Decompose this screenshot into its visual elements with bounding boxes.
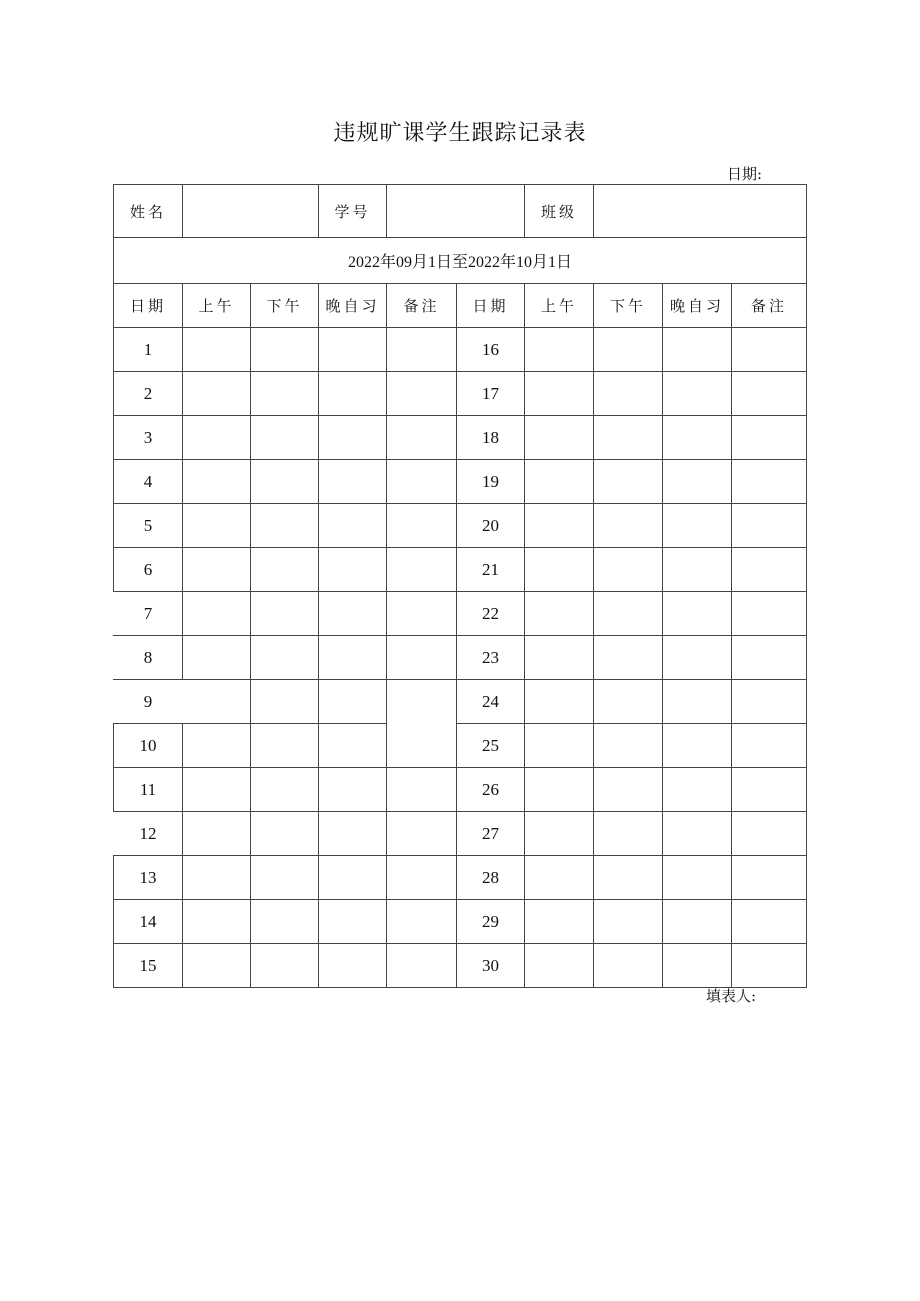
evening-cell[interactable] [319, 416, 387, 460]
evening-cell[interactable] [319, 504, 387, 548]
table-row [114, 944, 807, 988]
note-cell[interactable] [732, 548, 807, 592]
day-cell: 11 [114, 768, 183, 812]
name-label: 姓名 [114, 185, 183, 238]
am-cell[interactable] [525, 900, 594, 944]
pm-cell[interactable] [251, 900, 319, 944]
day-cell: 27 [457, 812, 525, 856]
evening-cell[interactable] [319, 328, 387, 372]
am-cell[interactable] [525, 944, 594, 988]
pm-cell[interactable] [251, 416, 319, 460]
note-cell[interactable] [387, 548, 457, 592]
am-cell[interactable] [183, 548, 251, 592]
pm-cell[interactable] [594, 372, 663, 416]
pm-cell[interactable] [594, 548, 663, 592]
evening-cell[interactable] [663, 372, 732, 416]
column-header: 上午 [183, 284, 251, 328]
column-header: 下午 [251, 284, 319, 328]
evening-cell[interactable] [319, 548, 387, 592]
note-cell[interactable] [387, 900, 457, 944]
note-cell[interactable] [732, 460, 807, 504]
table-row [114, 460, 807, 504]
day-cell: 21 [457, 548, 525, 592]
table-row [114, 812, 807, 856]
am-cell[interactable] [525, 812, 594, 856]
evening-cell[interactable] [663, 856, 732, 900]
am-cell[interactable] [525, 636, 594, 680]
am-cell[interactable] [183, 372, 251, 416]
note-cell[interactable] [732, 856, 807, 900]
note-cell[interactable] [387, 812, 457, 856]
day-cell: 3 [114, 416, 183, 460]
pm-cell[interactable] [251, 504, 319, 548]
am-cell[interactable] [183, 900, 251, 944]
note-cell[interactable] [387, 416, 457, 460]
am-cell[interactable] [525, 856, 594, 900]
class-label: 班级 [525, 185, 594, 238]
evening-cell[interactable] [319, 856, 387, 900]
am-cell[interactable] [183, 680, 251, 724]
table-row [114, 592, 807, 636]
pm-cell[interactable] [251, 724, 319, 768]
day-cell: 14 [114, 900, 183, 944]
evening-cell[interactable] [663, 944, 732, 988]
pm-cell[interactable] [251, 460, 319, 504]
day-cell: 25 [457, 724, 525, 768]
am-cell[interactable] [183, 944, 251, 988]
am-cell[interactable] [183, 812, 251, 856]
note-cell[interactable] [732, 680, 807, 724]
evening-cell[interactable] [319, 636, 387, 680]
evening-cell[interactable] [319, 724, 387, 768]
day-cell: 7 [114, 592, 183, 636]
note-cell[interactable] [732, 812, 807, 856]
student-no-field[interactable] [387, 185, 525, 238]
column-header: 下午 [594, 284, 663, 328]
pm-cell[interactable] [594, 636, 663, 680]
evening-cell[interactable] [663, 460, 732, 504]
day-cell: 17 [457, 372, 525, 416]
table-row [114, 416, 807, 460]
am-cell[interactable] [525, 592, 594, 636]
am-cell[interactable] [525, 680, 594, 724]
date-label: 日期: [727, 165, 763, 183]
day-cell: 29 [457, 900, 525, 944]
day-cell: 22 [457, 592, 525, 636]
pm-cell[interactable] [251, 768, 319, 812]
day-cell: 24 [457, 680, 525, 724]
note-cell[interactable] [732, 592, 807, 636]
note-cell[interactable] [732, 724, 807, 768]
am-cell[interactable] [525, 416, 594, 460]
pm-cell[interactable] [594, 856, 663, 900]
student-no-label: 学号 [319, 185, 387, 238]
note-cell[interactable] [732, 416, 807, 460]
pm-cell[interactable] [251, 856, 319, 900]
column-header: 日期 [457, 284, 525, 328]
evening-cell[interactable] [663, 548, 732, 592]
evening-cell[interactable] [663, 328, 732, 372]
day-cell: 16 [457, 328, 525, 372]
evening-cell[interactable] [319, 460, 387, 504]
table-row [114, 328, 807, 372]
pm-cell[interactable] [594, 592, 663, 636]
evening-cell[interactable] [663, 900, 732, 944]
note-cell[interactable] [387, 636, 457, 680]
day-cell: 20 [457, 504, 525, 548]
table-row [114, 372, 807, 416]
pm-cell[interactable] [594, 504, 663, 548]
day-cell: 13 [114, 856, 183, 900]
note-cell[interactable] [387, 856, 457, 900]
table-row [114, 636, 807, 680]
table-row [114, 724, 807, 768]
evening-cell[interactable] [663, 724, 732, 768]
evening-cell[interactable] [663, 504, 732, 548]
column-header: 日期 [114, 284, 183, 328]
evening-cell[interactable] [319, 680, 387, 724]
day-cell: 10 [114, 724, 183, 768]
evening-cell[interactable] [319, 900, 387, 944]
column-header: 晚自习 [319, 284, 387, 328]
am-cell[interactable] [183, 328, 251, 372]
pm-cell[interactable] [251, 812, 319, 856]
am-cell[interactable] [525, 768, 594, 812]
am-cell[interactable] [183, 856, 251, 900]
note-cell[interactable] [732, 944, 807, 988]
pm-cell[interactable] [594, 416, 663, 460]
day-cell: 30 [457, 944, 525, 988]
note-cell[interactable] [732, 328, 807, 372]
day-cell: 15 [114, 944, 183, 988]
note-cell[interactable] [387, 372, 457, 416]
am-cell[interactable] [183, 768, 251, 812]
pm-cell[interactable] [594, 812, 663, 856]
table-row [114, 680, 807, 724]
day-cell: 12 [114, 812, 183, 856]
pm-cell[interactable] [251, 548, 319, 592]
note-cell[interactable] [387, 504, 457, 548]
tracking-table [113, 184, 807, 988]
am-cell[interactable] [183, 724, 251, 768]
note-cell[interactable] [387, 328, 457, 372]
pm-cell[interactable] [594, 328, 663, 372]
pm-cell[interactable] [251, 680, 319, 724]
table-row [114, 504, 807, 548]
column-header: 晚自习 [663, 284, 732, 328]
day-cell: 23 [457, 636, 525, 680]
day-cell: 8 [114, 636, 183, 680]
table-row [114, 768, 807, 812]
am-cell[interactable] [183, 636, 251, 680]
am-cell[interactable] [525, 460, 594, 504]
am-cell[interactable] [525, 504, 594, 548]
day-cell: 6 [114, 548, 183, 592]
date-range: 2022年09月1日至2022年10月1日 [114, 238, 807, 284]
day-cell: 9 [114, 680, 183, 724]
day-cell: 2 [114, 372, 183, 416]
table-row [114, 900, 807, 944]
pm-cell[interactable] [594, 900, 663, 944]
pm-cell[interactable] [251, 592, 319, 636]
am-cell[interactable] [525, 372, 594, 416]
name-field[interactable] [183, 185, 319, 238]
filler-label: 填表人: [706, 987, 757, 1005]
day-cell: 19 [457, 460, 525, 504]
evening-cell[interactable] [663, 680, 732, 724]
day-cell: 4 [114, 460, 183, 504]
evening-cell[interactable] [663, 812, 732, 856]
note-cell[interactable] [732, 504, 807, 548]
am-cell[interactable] [183, 416, 251, 460]
pm-cell[interactable] [251, 636, 319, 680]
evening-cell[interactable] [319, 812, 387, 856]
am-cell[interactable] [525, 328, 594, 372]
pm-cell[interactable] [594, 680, 663, 724]
evening-cell[interactable] [319, 768, 387, 812]
table-row [114, 856, 807, 900]
date-range-row [114, 238, 807, 284]
am-cell[interactable] [525, 724, 594, 768]
day-cell: 28 [457, 856, 525, 900]
evening-cell[interactable] [663, 768, 732, 812]
evening-cell[interactable] [319, 944, 387, 988]
note-cell[interactable] [387, 460, 457, 504]
pm-cell[interactable] [594, 944, 663, 988]
am-cell[interactable] [183, 592, 251, 636]
student-info-row [114, 185, 807, 238]
column-header-row [114, 284, 807, 328]
pm-cell[interactable] [594, 460, 663, 504]
evening-cell[interactable] [663, 636, 732, 680]
am-cell[interactable] [525, 548, 594, 592]
column-header: 上午 [525, 284, 594, 328]
day-cell: 1 [114, 328, 183, 372]
day-cell: 5 [114, 504, 183, 548]
evening-cell[interactable] [319, 372, 387, 416]
column-header: 备注 [387, 284, 457, 328]
note-cell[interactable] [387, 592, 457, 636]
pm-cell[interactable] [251, 944, 319, 988]
note-cell[interactable] [732, 636, 807, 680]
evening-cell[interactable] [319, 592, 387, 636]
note-cell[interactable] [387, 768, 457, 812]
pm-cell[interactable] [594, 768, 663, 812]
note-cell[interactable] [732, 768, 807, 812]
table-row [114, 548, 807, 592]
pm-cell[interactable] [594, 724, 663, 768]
pm-cell[interactable] [251, 328, 319, 372]
am-cell[interactable] [183, 504, 251, 548]
day-cell: 26 [457, 768, 525, 812]
pm-cell[interactable] [251, 372, 319, 416]
am-cell[interactable] [183, 460, 251, 504]
class-field[interactable] [594, 185, 807, 238]
page-title: 违规旷课学生跟踪记录表 [333, 121, 587, 146]
column-header: 备注 [732, 284, 807, 328]
note-cell[interactable] [732, 900, 807, 944]
note-cell[interactable] [732, 372, 807, 416]
note-cell[interactable] [387, 944, 457, 988]
evening-cell[interactable] [663, 416, 732, 460]
note-cell[interactable] [387, 680, 457, 768]
evening-cell[interactable] [663, 592, 732, 636]
day-cell: 18 [457, 416, 525, 460]
